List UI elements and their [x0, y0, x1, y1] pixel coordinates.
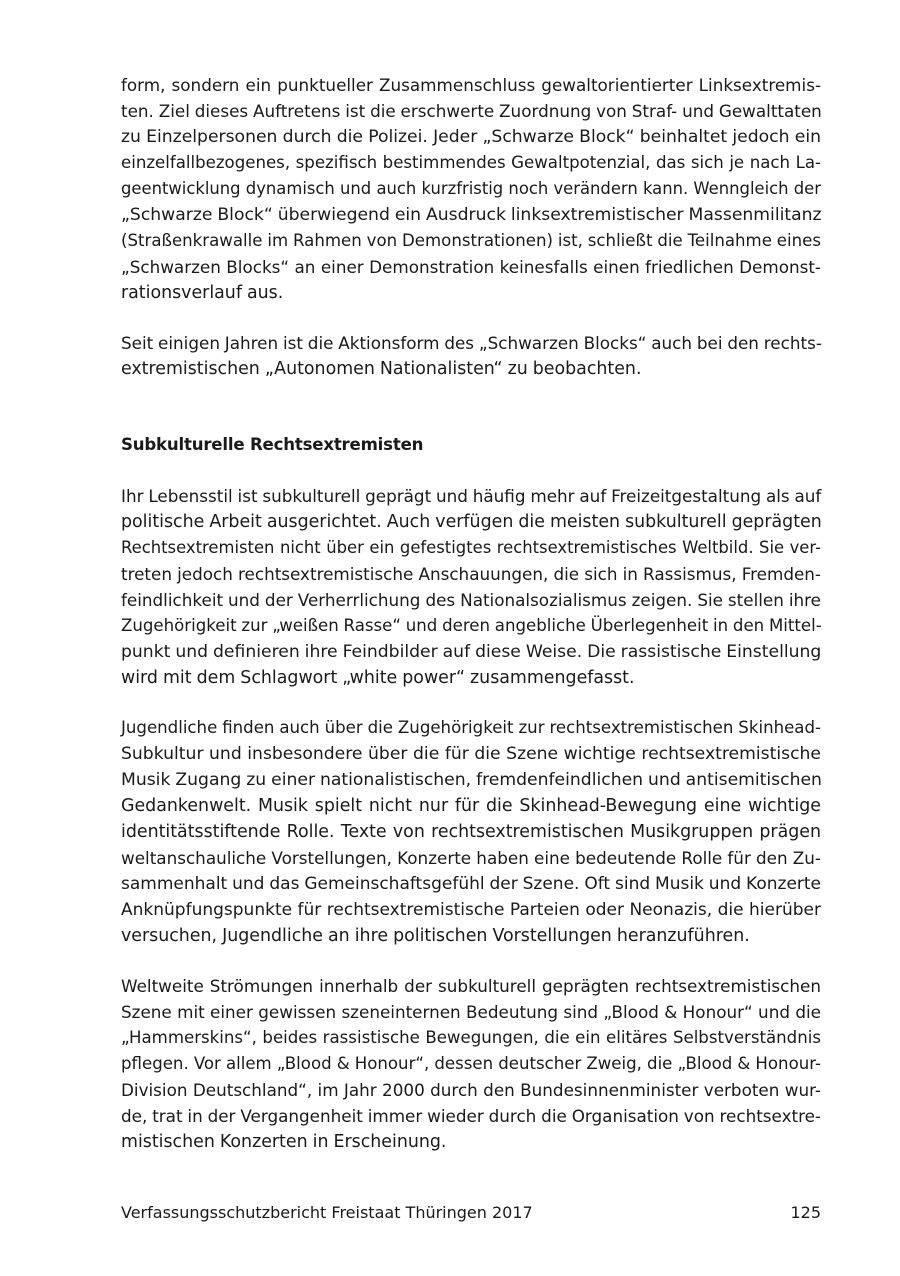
text-line: „Schwarzen Blocks“ an einer Demonstration keinesfalls einen friedlichen Demonst- — [121, 257, 821, 277]
text-line: Division Deutschland“, im Jahr 2000 durch den Bundesinnenminister verboten wur- — [121, 1080, 821, 1100]
text-line: identitätsstiftende Rolle. Texte von rechtsextremistischen Musikgruppen prägen — [121, 822, 821, 842]
text-line: wird mit dem Schlagwort „white power“ zusammengefasst. — [121, 668, 635, 688]
text-line: punkt und definieren ihre Feindbilder auf diese Weise. Die rassistische Einstellung — [121, 642, 822, 662]
text-line: form, sondern ein punktueller Zusammenschluss gewaltorientierter Linksextremis- — [121, 75, 821, 95]
text-line: versuchen, Jugendliche an ihre politischen Vorstellungen heranzuführen. — [121, 926, 750, 946]
text-line: Seit einigen Jahren ist die Aktionsform des „Schwarzen Blocks“ auch bei den rechts- — [121, 333, 822, 353]
text-line: pflegen. Vor allem „Blood & Honour“, dessen deutscher Zweig, die „Blood & Honour- — [121, 1054, 821, 1073]
footer-page-number: 125 — [790, 1203, 821, 1222]
text-line: extremistischen „Autonomen Nationalisten“ zu beobachten. — [121, 359, 642, 379]
text-line: Ihr Lebensstil ist subkulturell geprägt und häufig mehr auf Freizeitgestaltung als auf — [121, 486, 822, 506]
section-heading: Subkulturelle Rechtsextremisten — [121, 435, 424, 454]
text-line: mistischen Konzerten in Erscheinung. — [121, 1132, 447, 1152]
text-line: geentwicklung dynamisch und auch kurzfristig noch verändern kann. Wenngleich der — [121, 179, 821, 198]
text-line: Subkultur und insbesondere über die für die Szene wichtige rechtsextremistische — [121, 744, 821, 764]
text-line: (Straßenkrawalle im Rahmen von Demonstrationen) ist, schließt die Teilnahme eines — [121, 231, 821, 250]
text-line: de, trat in der Vergangenheit immer wieder durch die Organisation von rechtsextre- — [121, 1106, 821, 1126]
text-line: Szene mit einer gewissen szeneinternen Bedeutung sind „Blood & Honour“ und die — [121, 1002, 821, 1022]
text-line: feindlichkeit und der Verherrlichung des Nationalsozialismus zeigen. Sie stellen ihre — [121, 590, 821, 610]
text-line: „Schwarze Block“ überwiegend ein Ausdruck linksextremistischer Massenmilitanz — [121, 205, 822, 225]
text-line: Musik Zugang zu einer nationalistischen, fremdenfeindlichen und antisemitischen — [121, 770, 822, 790]
text-line: rationsverlauf aus. — [121, 283, 284, 303]
text-line: ten. Ziel dieses Auftretens ist die erschwerte Zuordnung von Straf- und Gewalttaten — [121, 101, 822, 121]
text-line: Gedankenwelt. Musik spielt nicht nur für die Skinhead-Bewegung eine wichtige — [121, 796, 821, 816]
text-line: Rechtsextremisten nicht über ein gefestigtes rechtsextremistisches Weltbild. Sie ver- — [121, 538, 821, 557]
text-line: Zugehörigkeit zur „weißen Rasse“ und deren angebliche Überlegenheit in den Mittel- — [121, 616, 822, 635]
text-line: zu Einzelpersonen durch die Polizei. Jeder „Schwarze Block“ beinhaltet jedoch ein — [121, 127, 821, 147]
text-line: politische Arbeit ausgerichtet. Auch verfügen die meisten subkulturell geprägten — [121, 512, 822, 532]
text-line: weltanschauliche Vorstellungen, Konzerte haben eine bedeutende Rolle für den Zu- — [121, 848, 821, 868]
text-line: sammenhalt und das Gemeinschaftsgefühl der Szene. Oft sind Musik und Konzerte — [121, 874, 822, 894]
text-line: Weltweite Strömungen innerhalb der subkulturell geprägten rechtsextremistischen — [121, 976, 821, 996]
text-line: „Hammerskins“, beides rassistische Bewegungen, die ein elitäres Selbstverständnis — [121, 1028, 821, 1047]
text-line: einzelfallbezogenes, spezifisch bestimmendes Gewaltpotenzial, das sich je nach La- — [121, 153, 821, 172]
text-line: treten jedoch rechtsextremistische Anschauungen, die sich in Rassismus, Fremden- — [121, 564, 821, 584]
text-line: Anknüpfungspunkte für rechtsextremistische Parteien oder Neonazis, die hierüber — [121, 900, 821, 920]
footer-publication-title: Verfassungsschutzbericht Freistaat Thüringen 2017 — [121, 1203, 533, 1222]
text-line: Jugendliche finden auch über die Zugehörigkeit zur rechtsextremistischen Skinhead- — [121, 718, 821, 737]
